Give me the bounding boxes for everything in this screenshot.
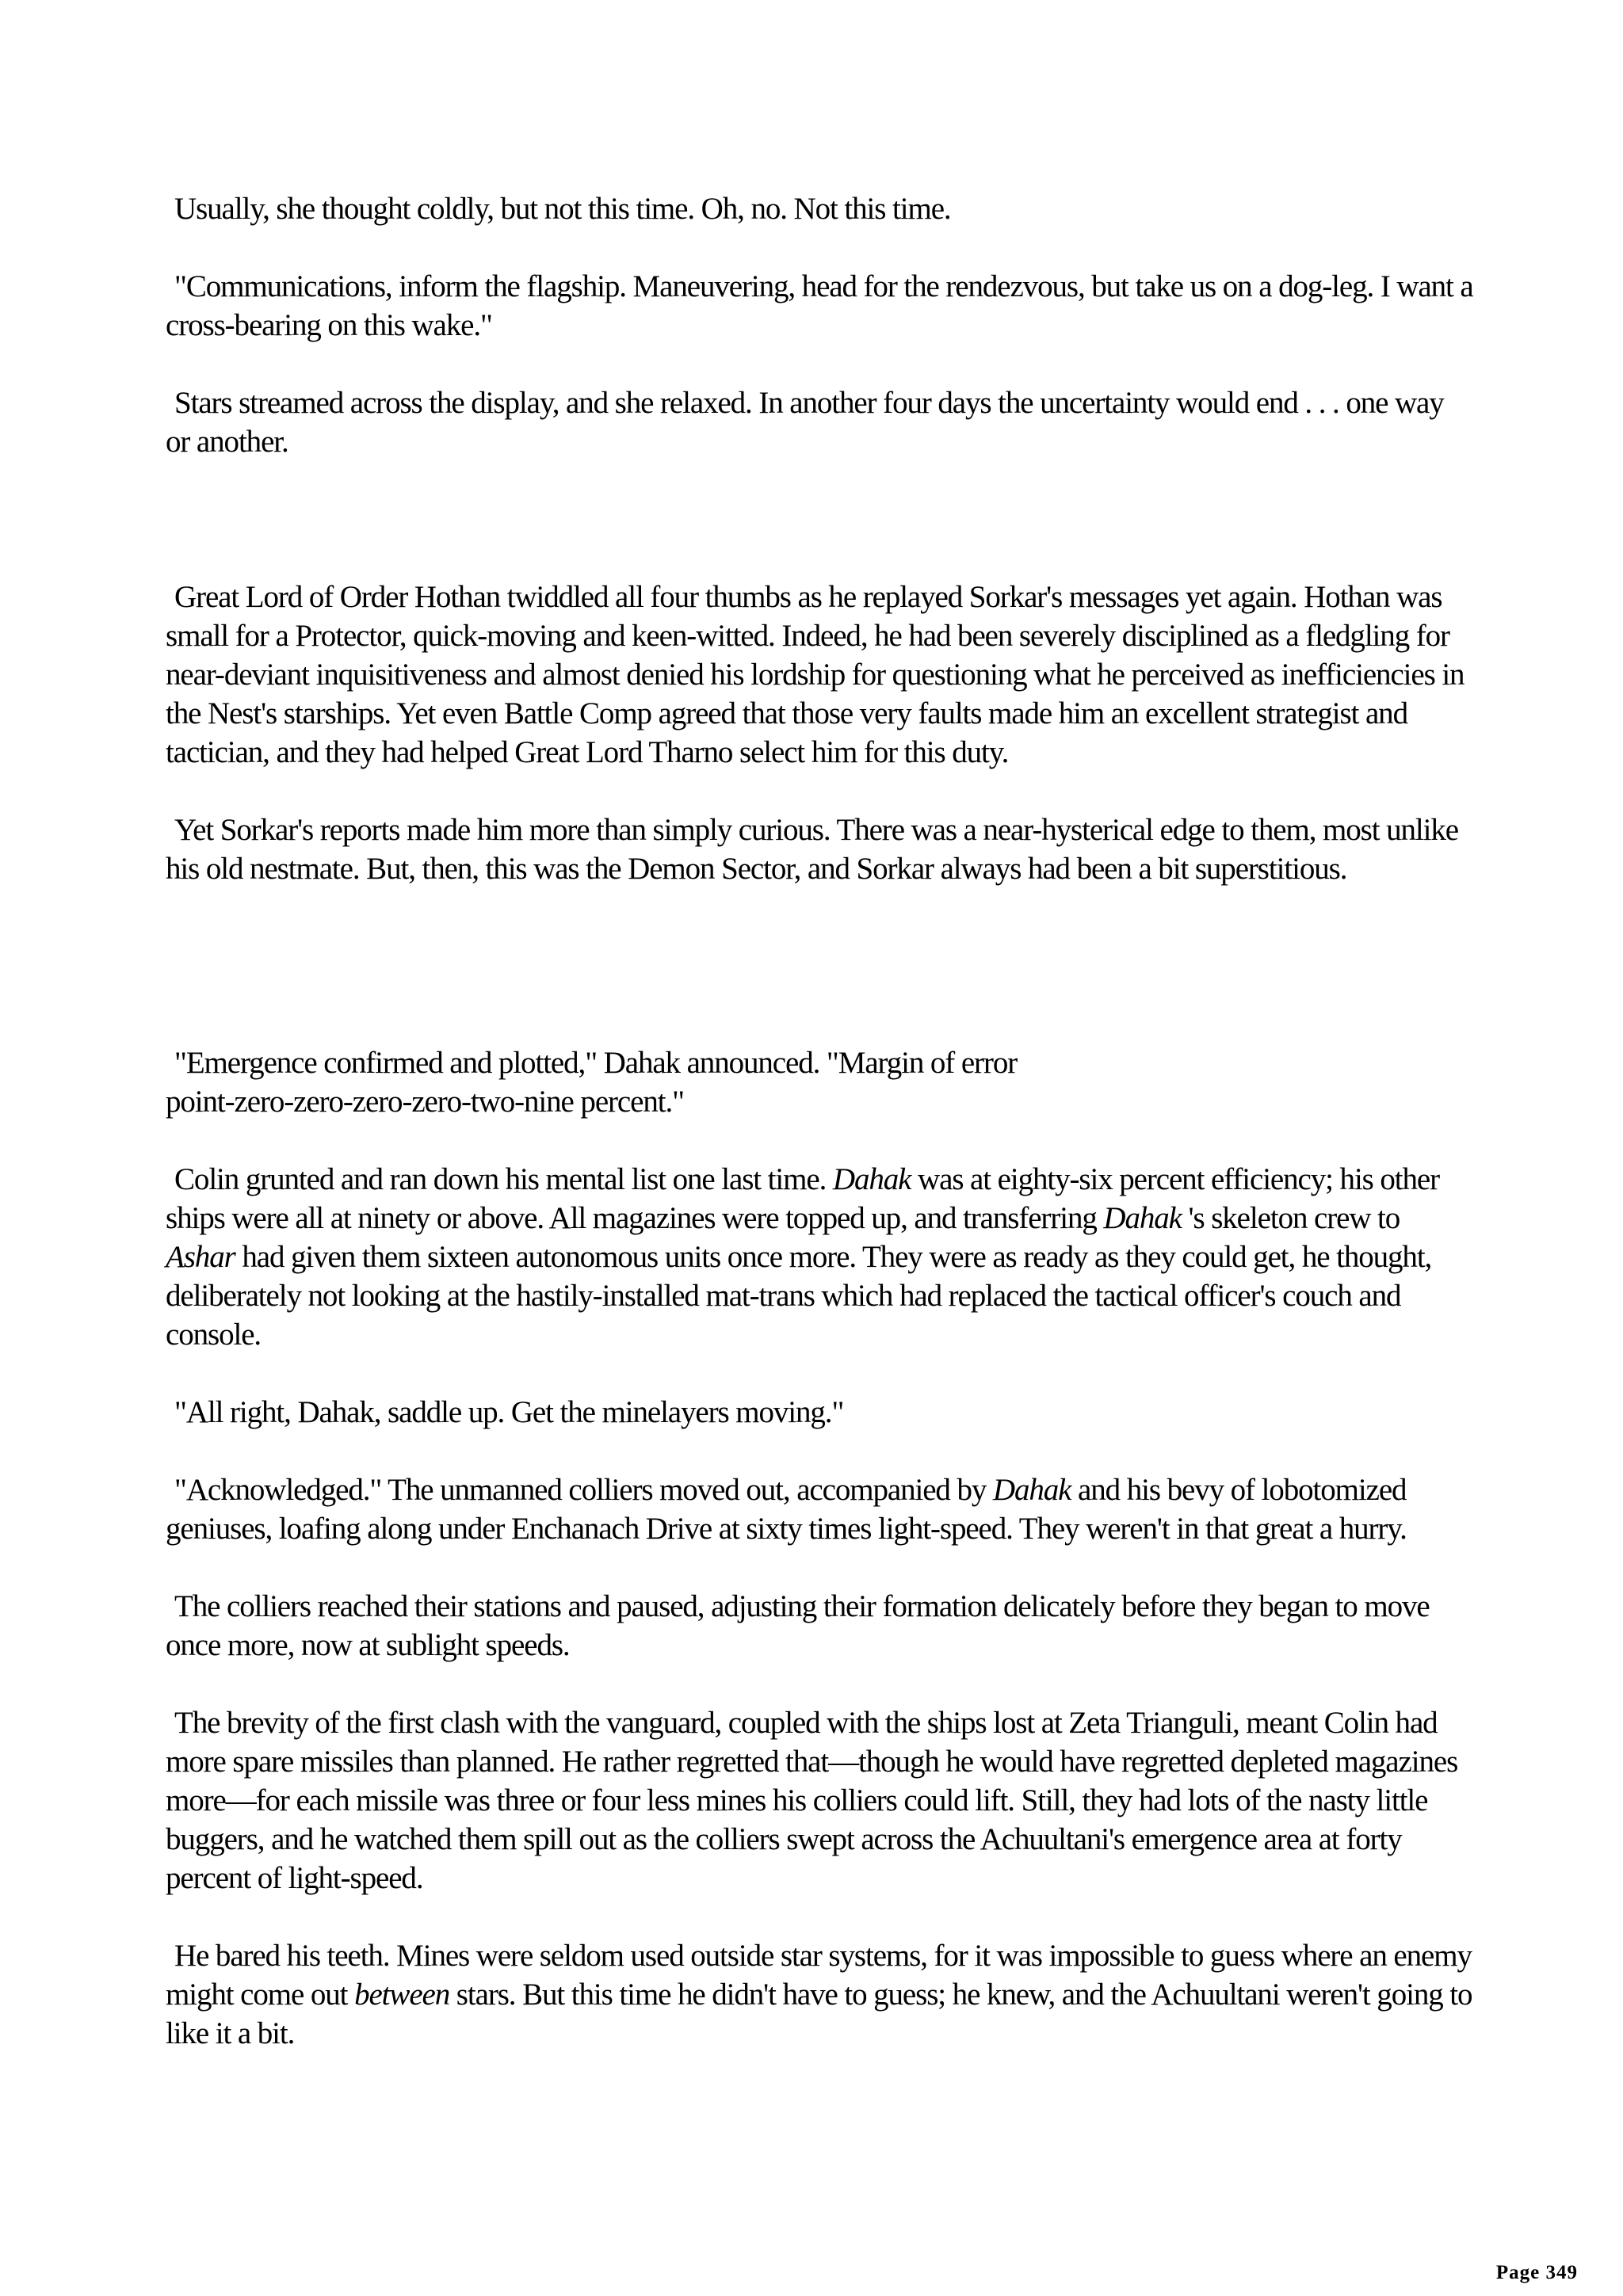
text-run: 's skeleton crew to xyxy=(1181,1201,1400,1235)
italic-text: Dahak xyxy=(832,1162,911,1196)
text-run: He bared his teeth. Mines were seldom used outside star systems, for it was impossible to guess where an enemy might come out xyxy=(166,1939,1472,2012)
page-number: Page 349 xyxy=(1495,2262,1578,2283)
text-run: point-zero-zero-zero-zero-two-nine percent." xyxy=(166,1085,684,1119)
paragraph xyxy=(166,189,1473,228)
text-run: had given them sixteen autonomous units once more. They were as ready as they could get, he thought, deliberately not looking at the hastily-installed mat-trans which had replaced the tactical officer's couch and console. xyxy=(166,1240,1432,1352)
text-run: "Communications, inform the flagship. Maneuvering, head for the rendezvous, but take us on a dog-leg. I want a cross-bearing on this wake." xyxy=(166,269,1473,342)
text-run: "All right, Dahak, saddle up. Get the minelayers moving." xyxy=(174,1395,844,1429)
body-text xyxy=(166,189,1473,2092)
text-run: The colliers reached their stations and paused, adjusting their formation delicately before they began to move once more, now at sublight speeds. xyxy=(166,1589,1430,1662)
paragraph xyxy=(166,1160,1473,1354)
paragraph xyxy=(166,1393,1473,1432)
paragraph xyxy=(166,1587,1473,1665)
italic-text: Dahak xyxy=(1103,1201,1182,1235)
paragraph xyxy=(166,1703,1473,1897)
italic-text: Ashar xyxy=(166,1240,235,1274)
text-run: The brevity of the first clash with the vanguard, coupled with the ships lost at Zeta Trianguli, meant Colin had more spare missiles than planned. He rather regretted that—though he would have regretted depleted magazines more—for each missile was three or four less mines his colliers could lift. Still, they had lots of the nasty little buggers, and he watched them spill out as the colliers swept across the Achuultani's emergence area at forty percent of light-speed. xyxy=(166,1706,1458,1895)
text-run: stars. But this time he didn't have to guess; he knew, and the Achuultani weren't going to like it a bit. xyxy=(166,1978,1472,2050)
italic-text: between xyxy=(354,1978,450,2012)
paragraph xyxy=(166,383,1473,461)
paragraph xyxy=(166,1043,1473,1121)
text-run: Usually, she thought coldly, but not this time. Oh, no. Not this time. xyxy=(174,192,951,226)
section-break xyxy=(166,500,1473,578)
text-run: "Emergence confirmed and plotted," Dahak announced. "Margin of error xyxy=(174,1046,1018,1080)
text-run: was at eighty-six percent efficiency; his other ships were all at ninety or above. All magazines were topped up, and transferring xyxy=(166,1162,1440,1235)
text-run: Stars streamed across the display, and she relaxed. In another four days the uncertainty would end . . . one way or another. xyxy=(166,386,1444,459)
text-run: Yet Sorkar's reports made him more than simply curious. There was a near-hysterical edge to them, most unlike his old nestmate. But, then, this was the Demon Sector, and Sorkar always had been a bit superstitious. xyxy=(166,813,1458,886)
text-run: Great Lord of Order Hothan twiddled all four thumbs as he replayed Sorkar's messages yet again. Hothan was small for a Protector, quick-moving and keen-witted. Indeed, he had been severely disciplined as a fledgling for near-deviant inquisitiveness and almost denied his lordship for questioning what he perceived as inefficiencies in the Nest's starships. Yet even Battle Comp agreed that those very faults made him an excellent strategist and tactician, and they had helped Great Lord Tharno select him for this duty. xyxy=(166,580,1465,769)
text-run: and his bevy of lobotomized geniuses, loafing along under Enchanach Drive at sixty times light-speed. They weren't in that great a hurry. xyxy=(166,1473,1407,1546)
text-run: "Acknowledged." The unmanned colliers moved out, accompanied by xyxy=(174,1473,993,1507)
paragraph xyxy=(166,1936,1473,2053)
text-run: Colin grunted and ran down his mental list one last time. xyxy=(174,1162,833,1196)
paragraph xyxy=(166,578,1473,772)
paragraph xyxy=(166,267,1473,345)
section-break xyxy=(166,927,1473,1043)
paragraph xyxy=(166,1470,1473,1548)
italic-text: Dahak xyxy=(992,1473,1071,1507)
paragraph xyxy=(166,810,1473,888)
